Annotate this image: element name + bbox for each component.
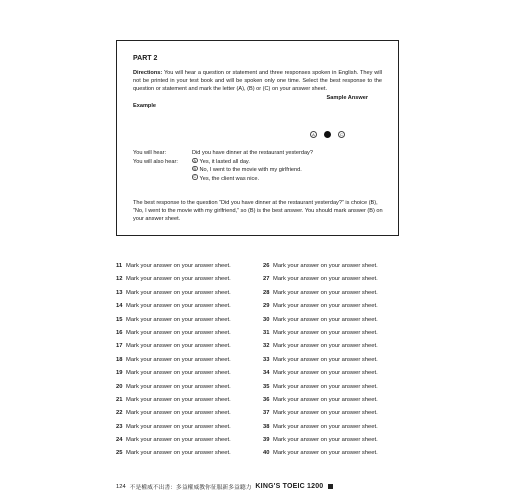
part-title: PART 2 bbox=[133, 55, 158, 62]
question-number: 12 bbox=[116, 276, 123, 283]
answer-item bbox=[116, 329, 231, 342]
option-a-text: Yes, it lasted all day. bbox=[199, 158, 250, 165]
question-number: 27 bbox=[263, 276, 270, 283]
question-number: 24 bbox=[116, 437, 123, 444]
answer-item bbox=[263, 356, 378, 369]
bubble-a: A bbox=[310, 131, 317, 138]
question-number: 39 bbox=[263, 437, 270, 444]
answer-item bbox=[116, 449, 231, 462]
answer-instruction: Mark your answer on your answer sheet. bbox=[126, 437, 231, 444]
question-number: 40 bbox=[263, 450, 270, 457]
question-number: 36 bbox=[263, 396, 270, 403]
directions-label: Directions: bbox=[133, 70, 163, 76]
answer-instruction: Mark your answer on your answer sheet. bbox=[273, 396, 378, 403]
answer-instruction: Mark your answer on your answer sheet. bbox=[273, 316, 378, 323]
question-number: 34 bbox=[263, 370, 270, 377]
sample-row bbox=[133, 94, 382, 102]
example-label: Example bbox=[133, 103, 157, 109]
answer-instruction: Mark your answer on your answer sheet. bbox=[126, 276, 231, 283]
explanation-text: The best response to the question “Did you have dinner at the restaurant yesterday?” is choice (B), “No, I went to the movie with my girlfriend,” so (B) is the best answer. You should mark answer (B) on your answer sheet. bbox=[133, 200, 383, 222]
question-number: 13 bbox=[116, 289, 123, 296]
question-number: 19 bbox=[116, 370, 123, 377]
question-number: 14 bbox=[116, 303, 123, 310]
answer-item bbox=[263, 436, 378, 449]
question-number: 16 bbox=[116, 329, 123, 336]
answer-instruction: Mark your answer on your answer sheet. bbox=[126, 356, 231, 363]
answer-instruction: Mark your answer on your answer sheet. bbox=[126, 329, 231, 336]
answer-instruction: Mark your answer on your answer sheet. bbox=[273, 423, 378, 430]
answer-instruction: Mark your answer on your answer sheet. bbox=[273, 263, 378, 269]
example-dialogue bbox=[133, 149, 383, 183]
page-number: 124 bbox=[116, 483, 126, 490]
answer-instruction: Mark your answer on your answer sheet. bbox=[126, 410, 231, 417]
answer-item bbox=[263, 329, 378, 342]
brand-square-icon bbox=[328, 484, 333, 489]
answer-item bbox=[263, 275, 378, 288]
option-b bbox=[133, 166, 383, 175]
answer-instruction: Mark your answer on your answer sheet. bbox=[126, 423, 231, 430]
answer-instruction: Mark your answer on your answer sheet. bbox=[273, 276, 378, 283]
option-a bbox=[192, 158, 250, 167]
question-number: 15 bbox=[116, 316, 123, 323]
question-number: 18 bbox=[116, 356, 123, 363]
answer-item bbox=[263, 409, 378, 422]
answer-item bbox=[263, 342, 378, 355]
you-will-hear-row bbox=[133, 149, 383, 158]
question-number: 30 bbox=[263, 316, 270, 323]
question-number: 28 bbox=[263, 289, 270, 296]
question-number: 35 bbox=[263, 383, 270, 390]
book-brand: KING'S TOEIC 1200 bbox=[255, 483, 324, 490]
answer-instruction: Mark your answer on your answer sheet. bbox=[126, 289, 231, 296]
question-number: 23 bbox=[116, 423, 123, 430]
answer-item bbox=[116, 289, 231, 302]
answer-column-right bbox=[263, 262, 378, 463]
answer-instruction: Mark your answer on your answer sheet. bbox=[273, 329, 378, 336]
option-b-mark: B bbox=[193, 166, 196, 171]
question-number: 29 bbox=[263, 303, 270, 310]
book-subtitle: 不是權威不出書：多益權威教你征服新多益聽力 bbox=[129, 485, 252, 491]
question-number: 32 bbox=[263, 343, 270, 350]
answer-item bbox=[263, 262, 378, 275]
answer-instruction: Mark your answer on your answer sheet. bbox=[273, 370, 378, 377]
you-will-also-hear-label: You will also hear: bbox=[133, 158, 178, 165]
question-number: 38 bbox=[263, 423, 270, 430]
option-c-mark: C bbox=[193, 175, 197, 180]
answer-instruction: Mark your answer on your answer sheet. bbox=[126, 396, 231, 403]
option-a-mark: A bbox=[193, 158, 196, 163]
answer-instruction: Mark your answer on your answer sheet. bbox=[126, 303, 231, 310]
you-will-hear-label: You will hear: bbox=[133, 150, 167, 156]
sample-answer-label: Sample Answer bbox=[326, 95, 368, 101]
answer-item bbox=[116, 302, 231, 315]
answer-instruction: Mark your answer on your answer sheet. bbox=[273, 450, 378, 457]
answer-item bbox=[263, 383, 378, 396]
answer-instruction: Mark your answer on your answer sheet. bbox=[273, 289, 378, 296]
option-c bbox=[133, 175, 383, 184]
page-footer bbox=[116, 482, 333, 491]
answer-item bbox=[116, 262, 231, 275]
answer-item bbox=[116, 409, 231, 422]
answer-item bbox=[263, 369, 378, 382]
answer-item bbox=[116, 356, 231, 369]
option-b-text: No, I went to the movie with my girlfriend. bbox=[199, 167, 302, 174]
question-number: 20 bbox=[116, 383, 123, 390]
answer-instruction: Mark your answer on your answer sheet. bbox=[273, 343, 378, 350]
answer-item bbox=[116, 369, 231, 382]
answer-item bbox=[263, 449, 378, 462]
answer-item bbox=[116, 436, 231, 449]
answer-item bbox=[116, 383, 231, 396]
answer-instruction: Mark your answer on your answer sheet. bbox=[126, 450, 231, 457]
bubble-c: C bbox=[338, 131, 345, 138]
answer-item bbox=[116, 275, 231, 288]
question-number: 37 bbox=[263, 410, 270, 417]
question-number: 31 bbox=[263, 329, 270, 336]
question-number: 17 bbox=[116, 343, 123, 350]
answer-instruction: Mark your answer on your answer sheet. bbox=[273, 356, 378, 363]
answer-instruction: Mark your answer on your answer sheet. bbox=[126, 316, 231, 323]
answer-instruction: Mark your answer on your answer sheet. bbox=[273, 410, 378, 417]
question-number: 26 bbox=[263, 263, 270, 269]
answer-instruction: Mark your answer on your answer sheet. bbox=[273, 437, 378, 444]
sample-answer-bubbles bbox=[310, 131, 345, 138]
answer-item bbox=[116, 423, 231, 436]
question-number: 11 bbox=[116, 263, 123, 269]
question-number: 22 bbox=[116, 410, 123, 417]
answer-item bbox=[116, 396, 231, 409]
answer-instruction: Mark your answer on your answer sheet. bbox=[126, 370, 231, 377]
answer-column-left bbox=[116, 262, 231, 463]
answer-item bbox=[116, 342, 231, 355]
answer-instruction: Mark your answer on your answer sheet. bbox=[273, 383, 378, 390]
you-will-hear-text: Did you have dinner at the restaurant yesterday? bbox=[192, 150, 313, 156]
answer-item bbox=[263, 289, 378, 302]
question-number: 21 bbox=[116, 396, 123, 403]
answer-instruction: Mark your answer on your answer sheet. bbox=[126, 263, 231, 269]
directions-text bbox=[133, 69, 382, 93]
directions-body: You will hear a question or statement and three responses spoken in English. They will not be printed in your test book and will be spoken only one time. Select the best response to the question or statement and mark the letter (A), (B) or (C) on your answer sheet. bbox=[133, 70, 382, 92]
answer-instruction: Mark your answer on your answer sheet. bbox=[273, 303, 378, 310]
option-c-text: Yes, the client was nice. bbox=[199, 175, 259, 182]
question-number: 25 bbox=[116, 450, 123, 457]
answer-item bbox=[263, 302, 378, 315]
answer-instruction: Mark your answer on your answer sheet. bbox=[126, 343, 231, 350]
directions-box bbox=[116, 40, 399, 236]
answer-instruction: Mark your answer on your answer sheet. bbox=[126, 383, 231, 390]
you-will-also-hear-row bbox=[133, 158, 383, 167]
answer-item bbox=[263, 396, 378, 409]
answer-item bbox=[263, 423, 378, 436]
question-number: 33 bbox=[263, 356, 270, 363]
answer-item bbox=[263, 316, 378, 329]
answer-item bbox=[116, 316, 231, 329]
bubble-b-filled: B bbox=[324, 131, 331, 138]
